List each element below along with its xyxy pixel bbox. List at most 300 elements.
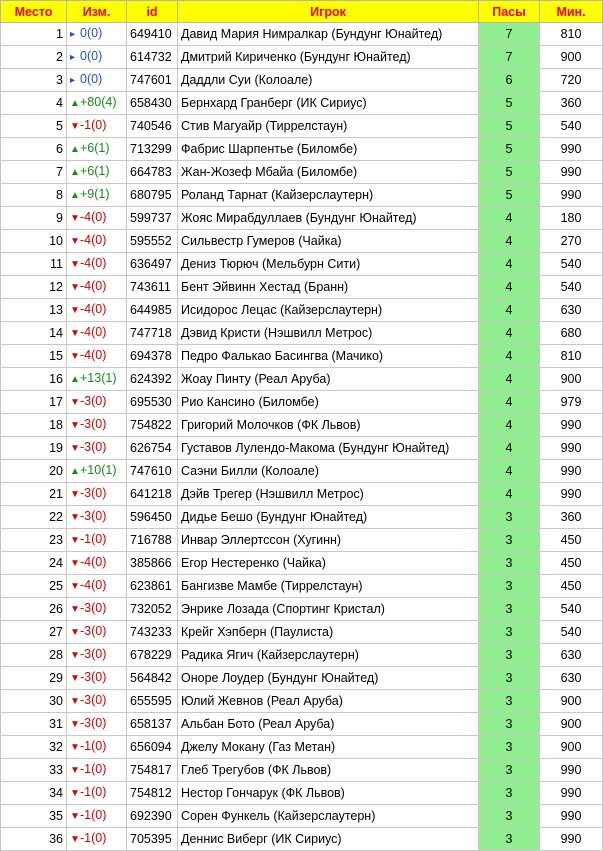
cell-player[interactable]: Юлий Жевнов (Реал Аруба) — [178, 690, 479, 713]
cell-pos[interactable]: 28 — [1, 644, 67, 667]
arrow-down-icon: ▼ — [70, 673, 80, 684]
cell-minutes[interactable]: 990 — [540, 414, 603, 437]
cell-minutes[interactable]: 990 — [540, 437, 603, 460]
header-player[interactable]: Игрок — [178, 1, 479, 23]
change-value: -3(0) — [80, 693, 107, 707]
cell-change[interactable] — [67, 552, 127, 575]
cell-change[interactable] — [67, 506, 127, 529]
change-value: 0(0) — [80, 26, 103, 40]
cell-change[interactable] — [67, 805, 127, 828]
cell-pos[interactable]: 4 — [1, 92, 67, 115]
cell-pos[interactable]: 9 — [1, 207, 67, 230]
cell-pos[interactable]: 1 — [1, 23, 67, 46]
cell-change[interactable] — [67, 391, 127, 414]
cell-player[interactable]: Давид Мария Нимралкар (Бундунг Юнайтед) — [178, 23, 479, 46]
cell-passes[interactable]: 3 — [479, 782, 540, 805]
cell-id[interactable]: 664783 — [127, 161, 178, 184]
cell-player[interactable]: Стив Магуайр (Тиррелстаун) — [178, 115, 479, 138]
cell-passes[interactable]: 3 — [479, 621, 540, 644]
cell-player[interactable]: Исидорос Лецас (Кайзерслаутерн) — [178, 299, 479, 322]
table-row — [1, 230, 603, 253]
cell-minutes[interactable]: 450 — [540, 575, 603, 598]
cell-change[interactable] — [67, 621, 127, 644]
cell-pos[interactable]: 15 — [1, 345, 67, 368]
table-row — [1, 483, 603, 506]
cell-id[interactable]: 644985 — [127, 299, 178, 322]
cell-pos[interactable]: 22 — [1, 506, 67, 529]
change-value: -3(0) — [80, 670, 107, 684]
table-row — [1, 713, 603, 736]
cell-change[interactable] — [67, 667, 127, 690]
arrow-down-icon: ▼ — [70, 581, 80, 592]
table-row — [1, 828, 603, 851]
cell-passes[interactable]: 4 — [479, 437, 540, 460]
cell-player[interactable]: Педро Фалькао Басингва (Мачико) — [178, 345, 479, 368]
cell-player[interactable]: Крейг Хэпберн (Паулиста) — [178, 621, 479, 644]
cell-id[interactable]: 678229 — [127, 644, 178, 667]
change-value: -4(0) — [80, 302, 107, 316]
cell-id[interactable]: 692390 — [127, 805, 178, 828]
arrow-down-icon: ▼ — [70, 627, 80, 638]
cell-passes[interactable]: 4 — [479, 230, 540, 253]
cell-change[interactable] — [67, 713, 127, 736]
cell-passes[interactable]: 3 — [479, 667, 540, 690]
change-value: -1(0) — [80, 831, 107, 845]
cell-change[interactable] — [67, 598, 127, 621]
cell-pos[interactable]: 25 — [1, 575, 67, 598]
cell-pos[interactable]: 5 — [1, 115, 67, 138]
cell-passes[interactable]: 3 — [479, 598, 540, 621]
arrow-down-icon: ▼ — [70, 650, 80, 661]
cell-player[interactable]: Густавов Лулендо-Макома (Бундунг Юнайтед) — [178, 437, 479, 460]
arrow-down-icon: ▼ — [70, 834, 80, 845]
cell-passes[interactable]: 4 — [479, 368, 540, 391]
cell-passes[interactable]: 5 — [479, 184, 540, 207]
cell-pos[interactable]: 26 — [1, 598, 67, 621]
cell-pos[interactable]: 7 — [1, 161, 67, 184]
change-value: -4(0) — [80, 325, 107, 339]
table-row — [1, 184, 603, 207]
change-value: -4(0) — [80, 279, 107, 293]
cell-minutes[interactable]: 540 — [540, 598, 603, 621]
table-row — [1, 161, 603, 184]
cell-id[interactable]: 694378 — [127, 345, 178, 368]
cell-player[interactable]: Бент Эйвинн Хестад (Бранн) — [178, 276, 479, 299]
cell-minutes[interactable]: 720 — [540, 69, 603, 92]
change-value: +9(1) — [80, 187, 110, 201]
header-passes[interactable]: Пасы — [479, 1, 540, 23]
cell-minutes[interactable]: 680 — [540, 322, 603, 345]
cell-pos[interactable]: 18 — [1, 414, 67, 437]
cell-id[interactable]: 614732 — [127, 46, 178, 69]
cell-passes[interactable]: 3 — [479, 736, 540, 759]
arrow-down-icon: ▼ — [70, 305, 80, 316]
change-value: -1(0) — [80, 118, 107, 132]
table-row — [1, 667, 603, 690]
cell-change[interactable] — [67, 138, 127, 161]
cell-player[interactable]: Бернхард Гранберг (ИК Сириус) — [178, 92, 479, 115]
cell-pos[interactable]: 6 — [1, 138, 67, 161]
change-value: +13(1) — [80, 371, 117, 385]
cell-minutes[interactable]: 990 — [540, 828, 603, 851]
cell-player[interactable]: Дидье Бешо (Бундунг Юнайтед) — [178, 506, 479, 529]
cell-change[interactable] — [67, 207, 127, 230]
cell-passes[interactable]: 5 — [479, 115, 540, 138]
cell-pos[interactable]: 32 — [1, 736, 67, 759]
cell-minutes[interactable]: 990 — [540, 483, 603, 506]
arrow-down-icon: ▼ — [70, 604, 80, 615]
header-row — [1, 1, 603, 23]
cell-id[interactable]: 655595 — [127, 690, 178, 713]
cell-change[interactable] — [67, 276, 127, 299]
cell-passes[interactable]: 3 — [479, 529, 540, 552]
cell-passes[interactable]: 3 — [479, 805, 540, 828]
cell-passes[interactable]: 6 — [479, 69, 540, 92]
cell-minutes[interactable]: 450 — [540, 552, 603, 575]
cell-change[interactable] — [67, 736, 127, 759]
cell-minutes[interactable]: 990 — [540, 759, 603, 782]
change-value: -4(0) — [80, 210, 107, 224]
change-value: -1(0) — [80, 762, 107, 776]
change-value: -3(0) — [80, 601, 107, 615]
cell-player[interactable]: Джелу Мокану (Газ Метан) — [178, 736, 479, 759]
arrow-down-icon: ▼ — [70, 811, 80, 822]
cell-minutes[interactable]: 900 — [540, 368, 603, 391]
change-value: -1(0) — [80, 808, 107, 822]
cell-minutes[interactable]: 990 — [540, 184, 603, 207]
cell-player[interactable]: Оноре Лоудер (Бундунг Юнайтед) — [178, 667, 479, 690]
cell-change[interactable] — [67, 23, 127, 46]
cell-change[interactable] — [67, 184, 127, 207]
cell-pos[interactable]: 29 — [1, 667, 67, 690]
table-row — [1, 529, 603, 552]
cell-passes[interactable]: 3 — [479, 713, 540, 736]
change-value: -1(0) — [80, 785, 107, 799]
header-pos[interactable]: Место — [1, 1, 67, 23]
arrow-up-icon: ▲ — [70, 466, 80, 477]
change-value: 0(0) — [80, 72, 103, 86]
table-row — [1, 460, 603, 483]
cell-id[interactable]: 743233 — [127, 621, 178, 644]
cell-id[interactable]: 680795 — [127, 184, 178, 207]
cell-id[interactable]: 599737 — [127, 207, 178, 230]
cell-change[interactable] — [67, 483, 127, 506]
cell-player[interactable]: Григорий Молочков (ФК Львов) — [178, 414, 479, 437]
cell-passes[interactable]: 5 — [479, 161, 540, 184]
cell-change[interactable] — [67, 414, 127, 437]
arrow-down-icon: ▼ — [70, 236, 80, 247]
cell-minutes[interactable]: 900 — [540, 713, 603, 736]
cell-player[interactable]: Радика Ягич (Кайзерслаутерн) — [178, 644, 479, 667]
cell-change[interactable] — [67, 828, 127, 851]
change-value: -3(0) — [80, 440, 107, 454]
cell-player[interactable]: Дэвид Кристи (Нэшвилл Метрос) — [178, 322, 479, 345]
cell-passes[interactable]: 3 — [479, 506, 540, 529]
arrow-down-icon: ▼ — [70, 259, 80, 270]
change-value: -3(0) — [80, 417, 107, 431]
table-row — [1, 437, 603, 460]
cell-id[interactable]: 747601 — [127, 69, 178, 92]
cell-pos[interactable]: 33 — [1, 759, 67, 782]
cell-id[interactable]: 385866 — [127, 552, 178, 575]
cell-change[interactable] — [67, 644, 127, 667]
cell-player[interactable]: Жоау Пинту (Реал Аруба) — [178, 368, 479, 391]
cell-passes[interactable]: 3 — [479, 575, 540, 598]
cell-passes[interactable]: 3 — [479, 644, 540, 667]
cell-passes[interactable]: 5 — [479, 138, 540, 161]
cell-pos[interactable]: 10 — [1, 230, 67, 253]
cell-minutes[interactable]: 270 — [540, 230, 603, 253]
cell-change[interactable] — [67, 690, 127, 713]
cell-pos[interactable]: 3 — [1, 69, 67, 92]
cell-player[interactable]: Дениз Тюрюч (Мельбурн Сити) — [178, 253, 479, 276]
table-row — [1, 46, 603, 69]
change-value: -3(0) — [80, 716, 107, 730]
cell-passes[interactable]: 4 — [479, 391, 540, 414]
cell-id[interactable]: 743611 — [127, 276, 178, 299]
cell-minutes[interactable]: 990 — [540, 805, 603, 828]
table-row — [1, 299, 603, 322]
cell-player[interactable]: Егор Нестеренко (Чайка) — [178, 552, 479, 575]
arrow-down-icon: ▼ — [70, 558, 80, 569]
cell-id[interactable]: 656094 — [127, 736, 178, 759]
cell-player[interactable]: Глеб Трегубов (ФК Львов) — [178, 759, 479, 782]
arrow-down-icon: ▼ — [70, 328, 80, 339]
arrow-down-icon: ▼ — [70, 742, 80, 753]
cell-change[interactable] — [67, 253, 127, 276]
arrow-down-icon: ▼ — [70, 213, 80, 224]
table-row — [1, 207, 603, 230]
cell-id[interactable]: 732052 — [127, 598, 178, 621]
cell-id[interactable]: 713299 — [127, 138, 178, 161]
cell-pos[interactable]: 8 — [1, 184, 67, 207]
cell-passes[interactable]: 3 — [479, 552, 540, 575]
change-value: -3(0) — [80, 647, 107, 661]
cell-passes[interactable]: 4 — [479, 414, 540, 437]
table-row — [1, 69, 603, 92]
cell-minutes[interactable]: 180 — [540, 207, 603, 230]
cell-minutes[interactable]: 990 — [540, 138, 603, 161]
cell-passes[interactable]: 3 — [479, 828, 540, 851]
cell-pos[interactable]: 2 — [1, 46, 67, 69]
cell-minutes[interactable]: 630 — [540, 667, 603, 690]
cell-passes[interactable]: 4 — [479, 207, 540, 230]
cell-passes[interactable]: 4 — [479, 253, 540, 276]
cell-passes[interactable]: 4 — [479, 276, 540, 299]
cell-minutes[interactable]: 450 — [540, 529, 603, 552]
arrow-down-icon: ▼ — [70, 420, 80, 431]
cell-change[interactable] — [67, 575, 127, 598]
cell-id[interactable]: 595552 — [127, 230, 178, 253]
cell-passes[interactable]: 3 — [479, 759, 540, 782]
cell-id[interactable]: 636497 — [127, 253, 178, 276]
cell-change[interactable] — [67, 322, 127, 345]
cell-id[interactable]: 641218 — [127, 483, 178, 506]
table-row — [1, 805, 603, 828]
cell-passes[interactable]: 4 — [479, 322, 540, 345]
cell-pos[interactable]: 17 — [1, 391, 67, 414]
cell-change[interactable] — [67, 69, 127, 92]
cell-pos[interactable]: 36 — [1, 828, 67, 851]
arrow-down-icon: ▼ — [70, 512, 80, 523]
cell-player[interactable]: Жан-Жозеф Мбайа (Биломбе) — [178, 161, 479, 184]
cell-player[interactable]: Дмитрий Кириченко (Бундунг Юнайтед) — [178, 46, 479, 69]
change-value: -3(0) — [80, 509, 107, 523]
arrow-up-icon: ▲ — [70, 167, 80, 178]
cell-minutes[interactable]: 990 — [540, 782, 603, 805]
cell-change[interactable] — [67, 437, 127, 460]
change-value: -4(0) — [80, 256, 107, 270]
cell-id[interactable]: 623861 — [127, 575, 178, 598]
table-row — [1, 414, 603, 437]
cell-passes[interactable]: 7 — [479, 23, 540, 46]
arrow-up-icon: ▲ — [70, 144, 80, 155]
cell-pos[interactable]: 23 — [1, 529, 67, 552]
cell-change[interactable] — [67, 460, 127, 483]
cell-id[interactable]: 754817 — [127, 759, 178, 782]
cell-passes[interactable]: 4 — [479, 483, 540, 506]
cell-minutes[interactable]: 360 — [540, 92, 603, 115]
cell-pos[interactable]: 35 — [1, 805, 67, 828]
table-row — [1, 759, 603, 782]
cell-player[interactable]: Жояс Мирабдуллаев (Бундунг Юнайтед) — [178, 207, 479, 230]
cell-change[interactable] — [67, 92, 127, 115]
table-row — [1, 138, 603, 161]
table-row — [1, 23, 603, 46]
table-row — [1, 644, 603, 667]
cell-minutes[interactable]: 900 — [540, 690, 603, 713]
change-value: +10(1) — [80, 463, 117, 477]
cell-player[interactable]: Инвар Эллертссон (Хугинн) — [178, 529, 479, 552]
table-row — [1, 92, 603, 115]
cell-change[interactable] — [67, 759, 127, 782]
cell-pos[interactable]: 14 — [1, 322, 67, 345]
cell-passes[interactable]: 4 — [479, 460, 540, 483]
cell-id[interactable]: 564842 — [127, 667, 178, 690]
cell-minutes[interactable]: 540 — [540, 115, 603, 138]
cell-player[interactable]: Саэни Билли (Колоале) — [178, 460, 479, 483]
cell-minutes[interactable]: 979 — [540, 391, 603, 414]
cell-id[interactable]: 658137 — [127, 713, 178, 736]
cell-pos[interactable]: 27 — [1, 621, 67, 644]
cell-id[interactable]: 626754 — [127, 437, 178, 460]
cell-player[interactable]: Нестор Гончарук (ФК Львов) — [178, 782, 479, 805]
cell-minutes[interactable]: 540 — [540, 253, 603, 276]
header-id[interactable]: id — [127, 1, 178, 23]
cell-pos[interactable]: 20 — [1, 460, 67, 483]
cell-change[interactable] — [67, 782, 127, 805]
cell-minutes[interactable]: 630 — [540, 644, 603, 667]
change-value: 0(0) — [80, 49, 103, 63]
cell-id[interactable]: 649410 — [127, 23, 178, 46]
cell-id[interactable]: 716788 — [127, 529, 178, 552]
cell-id[interactable]: 740546 — [127, 115, 178, 138]
header-change[interactable]: Изм. — [67, 1, 127, 23]
table-row — [1, 322, 603, 345]
cell-minutes[interactable]: 900 — [540, 46, 603, 69]
cell-minutes[interactable]: 630 — [540, 299, 603, 322]
cell-minutes[interactable]: 990 — [540, 161, 603, 184]
cell-id[interactable]: 596450 — [127, 506, 178, 529]
cell-player[interactable]: Альбан Бото (Реал Аруба) — [178, 713, 479, 736]
cell-minutes[interactable]: 540 — [540, 621, 603, 644]
cell-change[interactable] — [67, 368, 127, 391]
cell-minutes[interactable]: 540 — [540, 276, 603, 299]
cell-player[interactable]: Дэйв Трегер (Нэшвилл Метрос) — [178, 483, 479, 506]
cell-minutes[interactable]: 810 — [540, 345, 603, 368]
cell-passes[interactable]: 4 — [479, 345, 540, 368]
cell-change[interactable] — [67, 345, 127, 368]
header-minutes[interactable]: Мин. — [540, 1, 603, 23]
cell-player[interactable]: Бангизве Мамбе (Тиррелстаун) — [178, 575, 479, 598]
cell-change[interactable] — [67, 46, 127, 69]
arrow-down-icon: ▼ — [70, 696, 80, 707]
cell-player[interactable]: Роланд Тарнат (Кайзерслаутерн) — [178, 184, 479, 207]
table-row — [1, 552, 603, 575]
cell-pos[interactable]: 11 — [1, 253, 67, 276]
cell-pos[interactable]: 30 — [1, 690, 67, 713]
cell-change[interactable] — [67, 230, 127, 253]
cell-minutes[interactable]: 900 — [540, 736, 603, 759]
arrow-down-icon: ▼ — [70, 282, 80, 293]
cell-passes[interactable]: 4 — [479, 299, 540, 322]
cell-pos[interactable]: 34 — [1, 782, 67, 805]
table-row — [1, 621, 603, 644]
cell-player[interactable]: Фабрис Шарпентье (Биломбе) — [178, 138, 479, 161]
cell-player[interactable]: Сильвестр Гумеров (Чайка) — [178, 230, 479, 253]
cell-player[interactable]: Сорен Функель (Кайзерслаутерн) — [178, 805, 479, 828]
cell-minutes[interactable]: 810 — [540, 23, 603, 46]
cell-change[interactable] — [67, 529, 127, 552]
cell-id[interactable]: 754812 — [127, 782, 178, 805]
cell-id[interactable]: 705395 — [127, 828, 178, 851]
cell-player[interactable]: Деннис Виберг (ИК Сириус) — [178, 828, 479, 851]
change-value: -4(0) — [80, 578, 107, 592]
cell-pos[interactable]: 12 — [1, 276, 67, 299]
cell-minutes[interactable]: 990 — [540, 460, 603, 483]
cell-pos[interactable]: 24 — [1, 552, 67, 575]
cell-passes[interactable]: 7 — [479, 46, 540, 69]
change-value: -4(0) — [80, 233, 107, 247]
cell-change[interactable] — [67, 299, 127, 322]
cell-player[interactable]: Энрике Лозада (Спортинг Кристал) — [178, 598, 479, 621]
cell-id[interactable]: 658430 — [127, 92, 178, 115]
cell-passes[interactable]: 3 — [479, 690, 540, 713]
cell-id[interactable]: 695530 — [127, 391, 178, 414]
cell-pos[interactable]: 21 — [1, 483, 67, 506]
table-row — [1, 368, 603, 391]
cell-pos[interactable]: 16 — [1, 368, 67, 391]
cell-change[interactable] — [67, 115, 127, 138]
change-value: -1(0) — [80, 739, 107, 753]
cell-id[interactable]: 624392 — [127, 368, 178, 391]
cell-id[interactable]: 747610 — [127, 460, 178, 483]
cell-pos[interactable]: 13 — [1, 299, 67, 322]
cell-passes[interactable]: 5 — [479, 92, 540, 115]
cell-id[interactable]: 754822 — [127, 414, 178, 437]
table-row — [1, 598, 603, 621]
cell-player[interactable]: Рио Кансино (Биломбе) — [178, 391, 479, 414]
cell-change[interactable] — [67, 161, 127, 184]
arrow-right-icon: ▸ — [70, 52, 76, 63]
table-row — [1, 345, 603, 368]
cell-pos[interactable]: 19 — [1, 437, 67, 460]
cell-player[interactable]: Даддли Суи (Колоале) — [178, 69, 479, 92]
cell-minutes[interactable]: 360 — [540, 506, 603, 529]
cell-id[interactable]: 747718 — [127, 322, 178, 345]
table-row — [1, 506, 603, 529]
cell-pos[interactable]: 31 — [1, 713, 67, 736]
